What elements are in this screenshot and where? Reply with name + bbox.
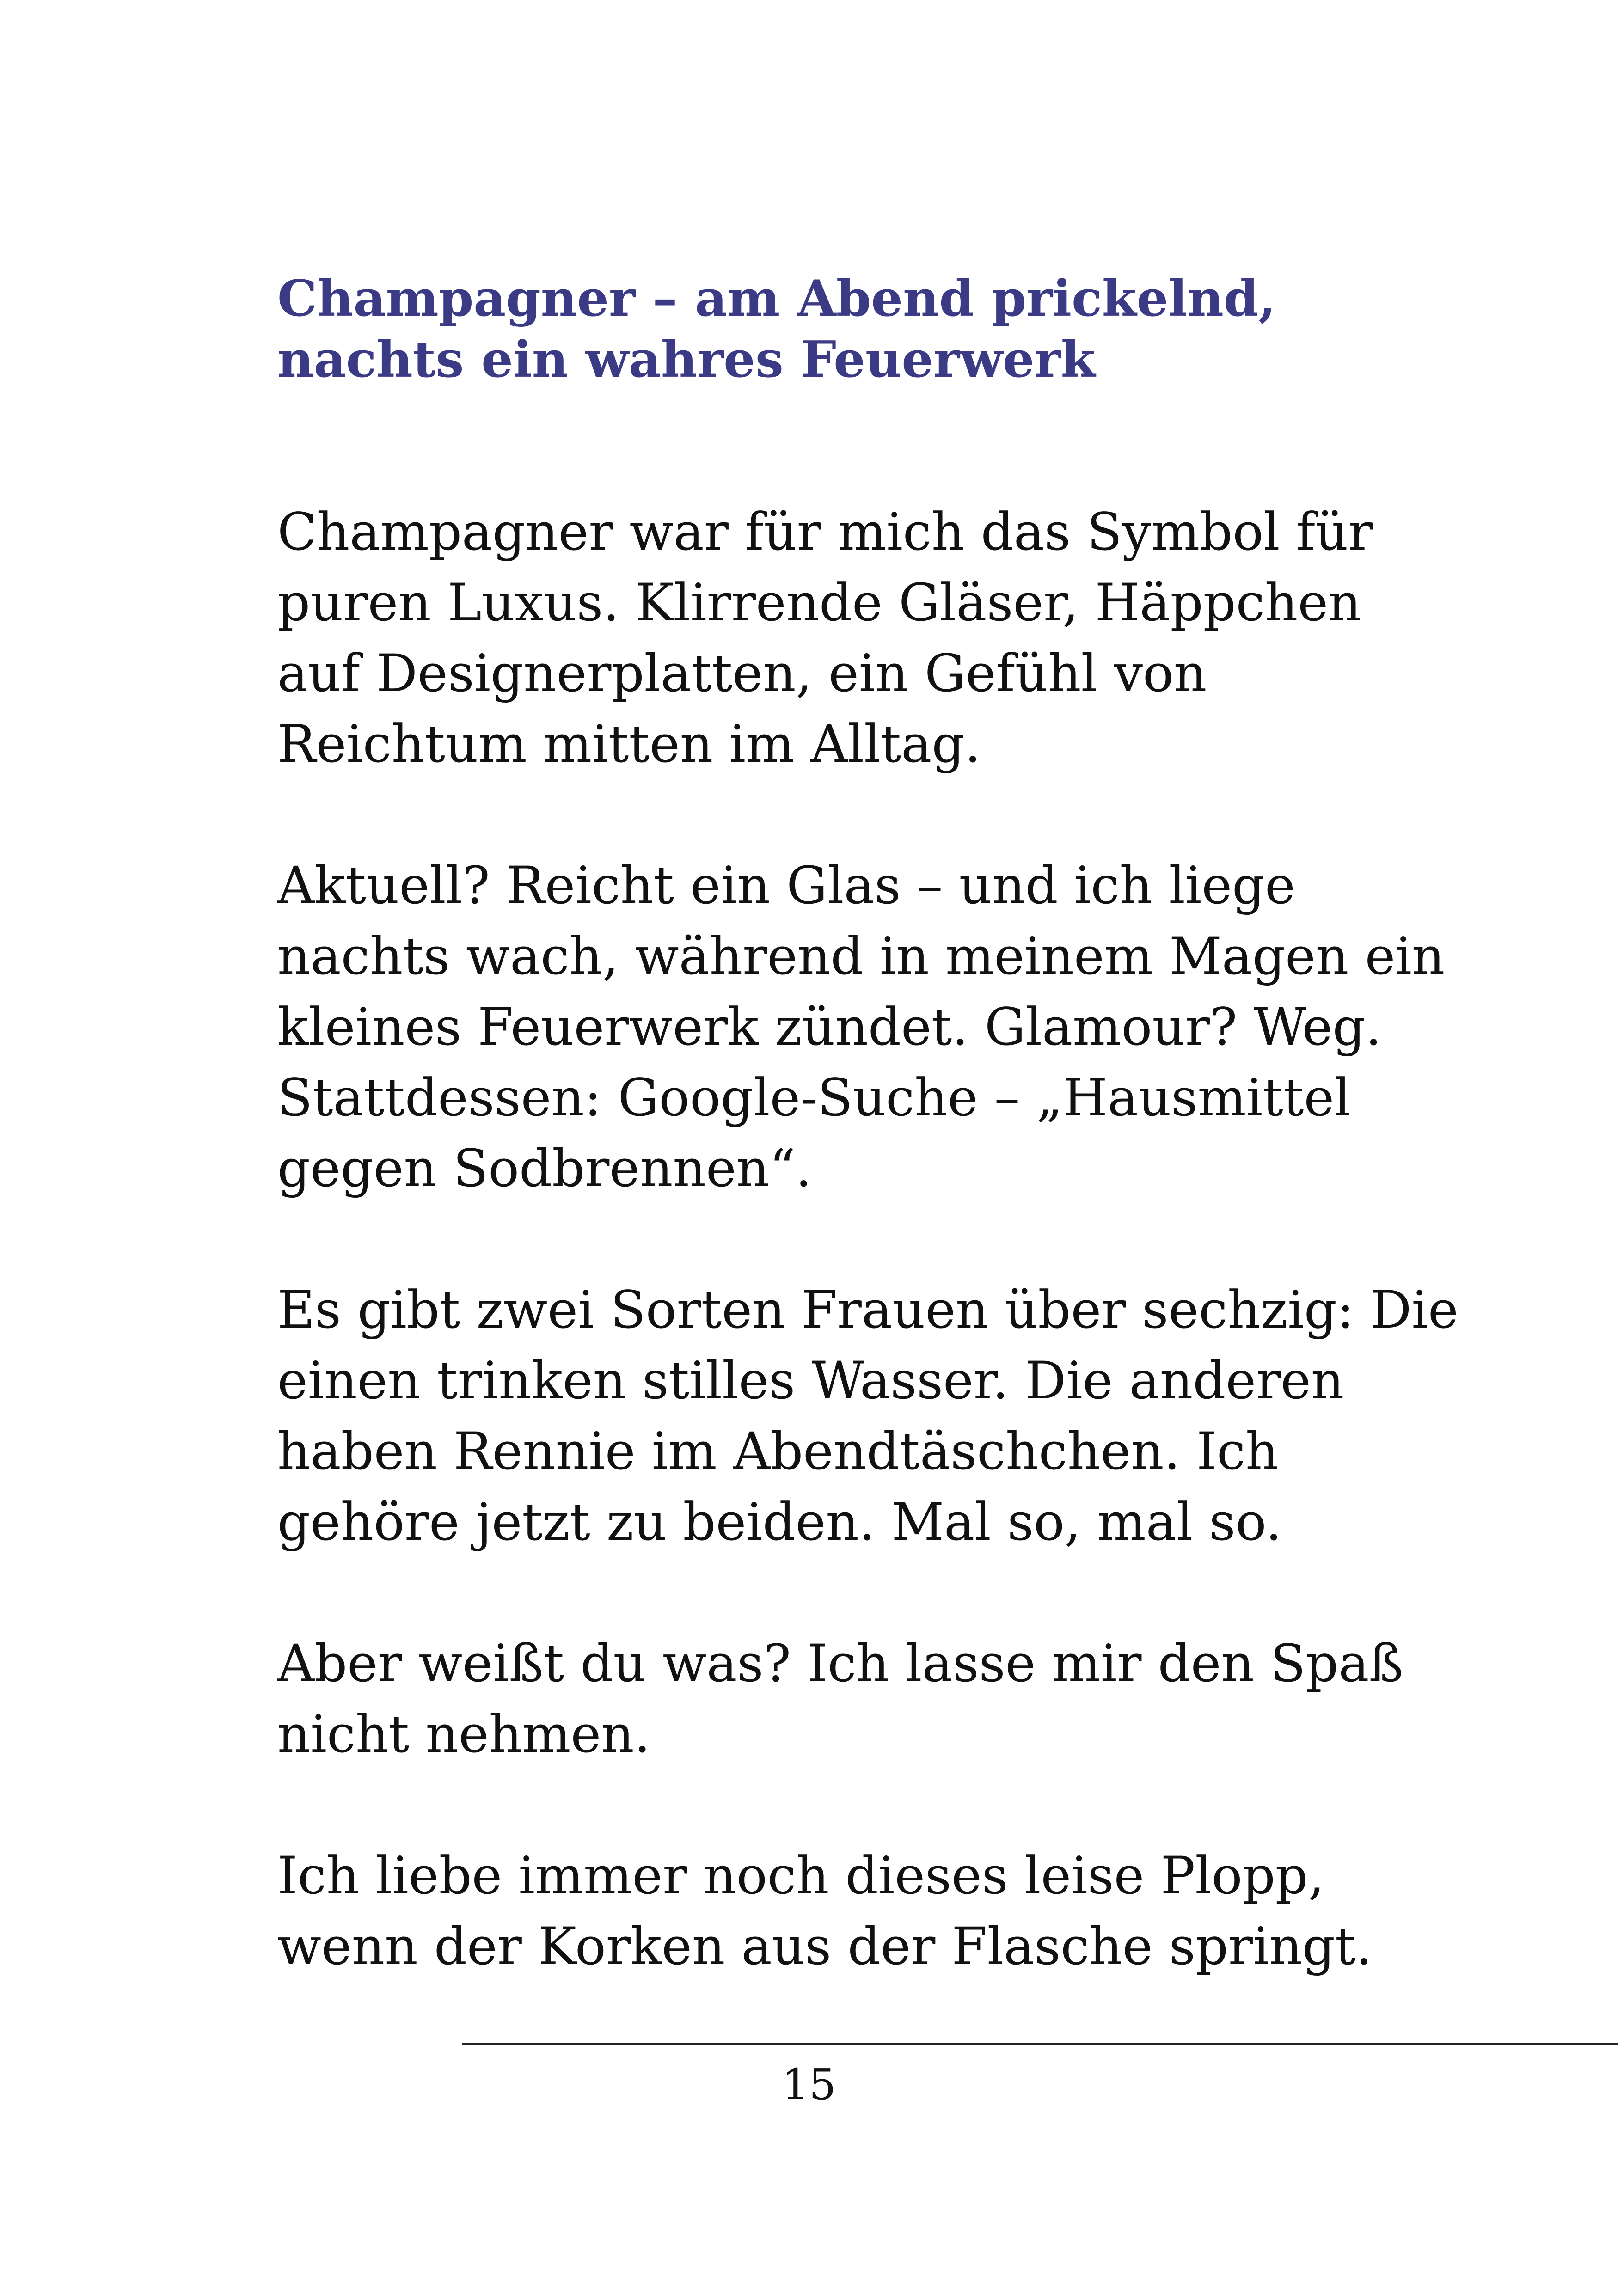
paragraph [277, 1275, 1459, 1558]
text-line: Champagner war für mich das Symbol für [277, 502, 1373, 562]
paragraph [277, 1841, 1387, 1982]
text-line: nachts wach, während in meinem Magen ein [277, 927, 1445, 986]
text-line: Stattdessen: Google-Suche – „Hausmittel [277, 1068, 1351, 1128]
text-line: puren Luxus. Klirrende Gläser, Häppchen [277, 573, 1361, 633]
text-line: einen trinken stilles Wasser. Die anderen [277, 1351, 1344, 1411]
text-line: haben Rennie im Abendtäschchen. Ich [277, 1422, 1279, 1482]
body-text [277, 497, 1459, 2053]
text-line: wenn der Korken aus der Flasche springt. [277, 1917, 1372, 1977]
text-line: Reichtum mitten im Alltag. [277, 715, 981, 774]
paragraph [277, 497, 1387, 780]
page-number: 15 [782, 2060, 836, 2109]
text-line: Ich liebe immer noch dieses leise Plopp, [277, 1846, 1324, 1906]
text-line: gegen Sodbrennen“. [277, 1139, 812, 1199]
heading-line: Champagner – am Abend prickelnd, [277, 269, 1276, 328]
text-line: kleines Feuerwerk zündet. Glamour? Weg. [277, 998, 1382, 1057]
chapter-heading [277, 268, 1433, 390]
text-line: Aktuell? Reicht ein Glas – und ich liege [277, 856, 1295, 916]
text-line: Aber weißt du was? Ich lasse mir den Spaß [277, 1634, 1403, 1694]
footer-divider [462, 2043, 1618, 2045]
text-line: gehöre jetzt zu beiden. Mal so, mal so. [277, 1493, 1282, 1552]
paragraph [277, 851, 1445, 1204]
text-line: Es gibt zwei Sorten Frauen über sechzig: Die [277, 1280, 1459, 1340]
paragraph [277, 1629, 1403, 1770]
text-line: auf Designerplatten, ein Gefühl von [277, 644, 1207, 704]
heading-line: nachts ein wahres Feuerwerk [277, 331, 1096, 389]
text-line: nicht nehmen. [277, 1705, 650, 1764]
